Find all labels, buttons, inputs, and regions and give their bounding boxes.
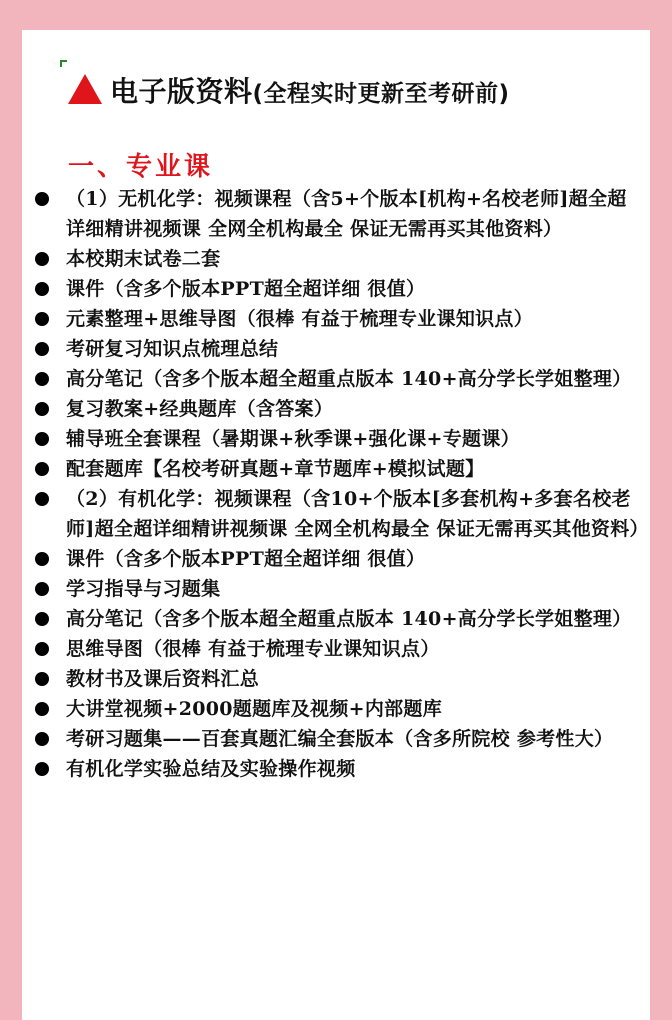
- bullet-icon: [35, 402, 49, 416]
- bullet-icon: [35, 432, 49, 446]
- list-item-text: 思维导图（很棒 有益于梳理专业课知识点）: [66, 638, 440, 660]
- bullet-icon: [35, 702, 49, 716]
- section-title: 一、专业课: [68, 152, 214, 182]
- bullet-icon: [35, 762, 49, 776]
- list-item-text: 配套题库【名校考研真题+章节题库+模拟试题】: [66, 458, 485, 480]
- list-item: [32, 334, 642, 364]
- list-item-text: 高分笔记（含多个版本超全超重点版本 140+高分学长学姐整理）: [66, 608, 632, 630]
- list-item-text: 考研复习知识点梳理总结: [66, 338, 279, 360]
- list-item: [32, 274, 642, 304]
- red-triangle-icon: [68, 74, 102, 104]
- list-item: [32, 574, 642, 604]
- bullet-icon: [35, 552, 49, 566]
- list-item: [32, 364, 642, 394]
- list-item: [32, 454, 642, 484]
- list-item-text: 元素整理+思维导图（很棒 有益于梳理专业课知识点）: [66, 308, 534, 330]
- bullet-icon: [35, 612, 49, 626]
- bullet-icon: [35, 672, 49, 686]
- list-item-text: 大讲堂视频+2000题题库及视频+内部题库: [66, 698, 443, 720]
- list-item: [32, 394, 642, 424]
- list-item-text: 高分笔记（含多个版本超全超重点版本 140+高分学长学姐整理）: [66, 368, 632, 390]
- bullet-icon: [35, 582, 49, 596]
- title-suffix: (全程实时更新至考研前): [252, 81, 510, 107]
- bullet-icon: [35, 732, 49, 746]
- list-item-text: （1）无机化学：视频课程（含5+个版本[机构+名校老师]超全超详细精讲视频课 全网全机构最全 保证无需再买其他资料）: [66, 188, 627, 240]
- list-item: [32, 604, 642, 634]
- list-item: [32, 244, 642, 274]
- list-item-text: 辅导班全套课程（暑期课+秋季课+强化课+专题课）: [66, 428, 520, 450]
- bullet-icon: [35, 372, 49, 386]
- list-item-text: 考研习题集——百套真题汇编全套版本（含多所院校 参考性大）: [66, 728, 614, 750]
- list-item-text: 课件（含多个版本PPT超全超详细 很值）: [66, 278, 426, 300]
- list-item-text: 课件（含多个版本PPT超全超详细 很值）: [66, 548, 426, 570]
- bullet-icon: [35, 282, 49, 296]
- list-item: [32, 484, 649, 544]
- title-main: 电子版资料: [110, 75, 253, 108]
- bullet-icon: [35, 192, 49, 206]
- content-card: [22, 30, 650, 1020]
- list-item: [32, 184, 642, 244]
- list-item: [32, 694, 642, 724]
- list-item: [32, 424, 642, 454]
- list-item-text: 教材书及课后资料汇总: [66, 668, 260, 690]
- bullet-icon: [35, 462, 49, 476]
- list-item: [32, 664, 642, 694]
- list-item-text: 复习教案+经典题库（含答案）: [66, 398, 334, 420]
- bullet-icon: [35, 642, 49, 656]
- bullet-icon: [35, 492, 49, 506]
- page-header: [68, 70, 510, 110]
- list-item-text: 学习指导与习题集: [66, 578, 221, 600]
- list-item: [32, 634, 642, 664]
- bullet-icon: [35, 252, 49, 266]
- list-item: [32, 544, 642, 574]
- page-title: [110, 70, 510, 110]
- list-item: [32, 754, 642, 784]
- list-item-text: （2）有机化学：视频课程（含10+个版本[多套机构+多套名校老师]超全超详细精讲视频课 全网全机构最全 保证无需再买其他资料）: [66, 488, 649, 540]
- bullet-icon: [35, 312, 49, 326]
- list-item: [32, 304, 642, 334]
- list-item-text: 本校期末试卷二套: [66, 248, 221, 270]
- corner-mark-icon: [60, 60, 67, 67]
- bullet-icon: [35, 342, 49, 356]
- list-item: [32, 724, 642, 754]
- resource-list: [32, 184, 649, 784]
- list-item-text: 有机化学实验总结及实验操作视频: [66, 758, 356, 780]
